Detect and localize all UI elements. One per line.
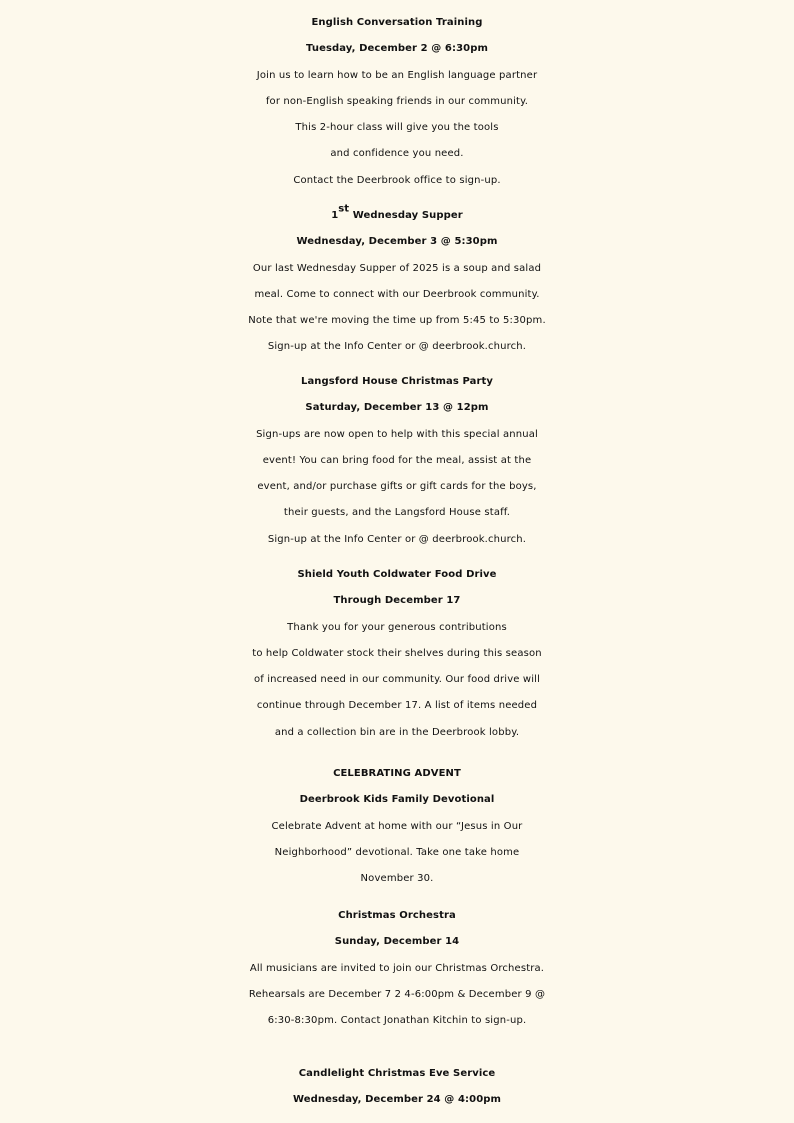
event-body-line: meal. Come to connect with our Deerbrook community. [254,288,540,300]
event-body-line: and a collection bin are in the Deerbrook lobby. [274,726,520,738]
event-body-line: of increased need in our community. Our food drive will [253,674,541,686]
event-title: Langsford House Christmas Party [300,376,493,387]
event-langsford-house-party [0,369,794,553]
event-christmas-eve-service [0,1061,794,1114]
event-title-ordinal-suffix: st [338,203,350,215]
event-date: Through December 17 [333,595,461,607]
event-date: Wednesday, December 24 @ 4:00pm [292,1094,502,1106]
event-title-ordinal-number: 1 [331,210,339,221]
event-body-line: event! You can bring food for the meal, assist at the [262,454,532,466]
event-body-line: Sign-ups are now open to help with this special annual [256,428,538,440]
event-title: Candlelight Christmas Eve Service [298,1068,496,1079]
event-body-line: Rehearsals are December 7 2 4-6:00pm & December 9 @ [248,988,546,1000]
event-title-text: Wednesday Supper [349,210,463,221]
event-body-line: continue through December 17. A list of items needed [256,700,538,712]
event-date: Saturday, December 13 @ 12pm [305,402,489,414]
event-body-line: All musicians are invited to join our Christmas Orchestra. [249,962,545,974]
event-body-line: November 30. [360,873,434,885]
event-body-line: 6:30-8:30pm. Contact Jonathan Kitchin to sign-up. [267,1015,527,1027]
event-body-line: Sign-up at the Info Center or @ deerbrook.church. [267,341,527,353]
event-body-line: Neighborhood” devotional. Take one take home [274,846,520,858]
event-title: Shield Youth Coldwater Food Drive [297,569,497,580]
event-date: Wednesday, December 3 @ 5:30pm [296,236,498,248]
event-title: Christmas Orchestra [338,910,456,921]
section-heading: CELEBRATING ADVENT [333,768,461,779]
event-title: Deerbrook Kids Family Devotional [299,794,495,806]
event-body-line: to help Coldwater stock their shelves during this season [252,647,542,659]
event-body-line: for non-English speaking friends in our community. [265,95,529,107]
event-christmas-orchestra [0,903,794,1034]
event-body-line: Note that we're moving the time up from 5:45 to 5:30pm. [248,315,546,327]
event-body-line: This 2-hour class will give you the tools [295,122,499,134]
event-body-line: Join us to learn how to be an English language partner [256,69,538,81]
event-body-line: Contact the Deerbrook office to sign-up. [293,174,501,186]
event-body-line: Thank you for your generous contributions [287,621,507,633]
event-body-line: and confidence you need. [330,148,464,160]
event-english-conversation [0,10,794,194]
event-date: Sunday, December 14 [334,936,460,948]
event-celebrating-advent [0,761,794,892]
event-wednesday-supper [0,203,794,361]
event-title [0,203,794,229]
event-body-line: Sign-up at the Info Center or @ deerbrook.church. [267,533,527,545]
event-food-drive [0,562,794,746]
event-date: Tuesday, December 2 @ 6:30pm [306,43,488,55]
event-body-line: event, and/or purchase gifts or gift cards for the boys, [257,481,537,493]
event-body-line: Our last Wednesday Supper of 2025 is a soup and salad [252,262,542,274]
event-body-line: Celebrate Advent at home with our “Jesus in Our [271,820,523,832]
event-title: English Conversation Training [311,17,483,28]
event-body-line: their guests, and the Langsford House staff. [283,507,511,519]
